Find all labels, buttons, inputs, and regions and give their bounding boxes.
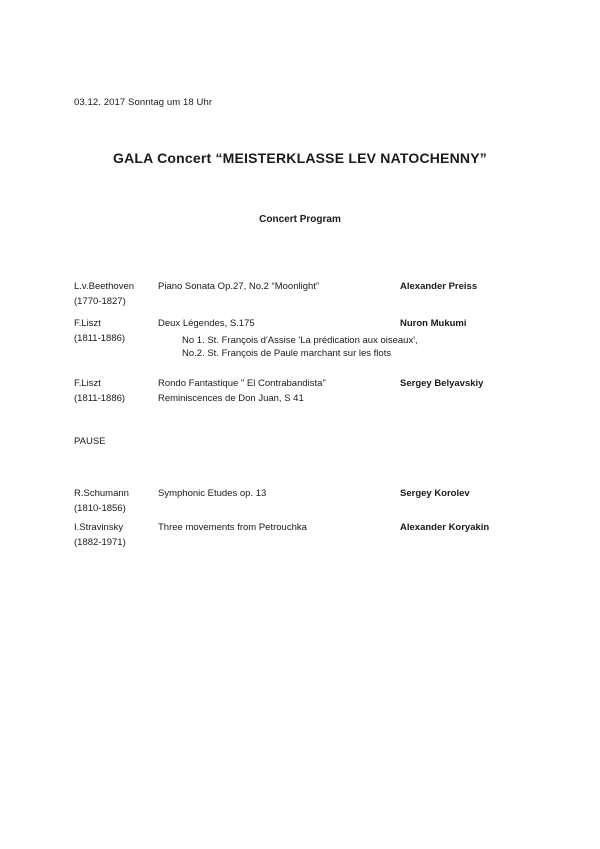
composer-years: (1882-1971) <box>74 537 126 548</box>
composer <box>74 520 126 550</box>
movement-line: No.2. St. François de Paule marchant sur les flots <box>182 348 392 359</box>
program-entry <box>0 376 600 416</box>
composer-years: (1810-1856) <box>74 503 126 514</box>
work-line: Reminiscences de Don Juan, S 41 <box>158 393 304 404</box>
program-entry <box>0 279 600 319</box>
composer-name: F.Liszt <box>74 378 101 389</box>
performer-name: Alexander Koryakin <box>400 522 490 533</box>
composer <box>74 279 134 309</box>
concert-title: GALA Concert “MEISTERKLASSE LEV NATOCHENNY” <box>113 150 487 166</box>
performer-name: Alexander Preiss <box>400 281 478 292</box>
work-title: Piano Sonata Op.27, No.2 “Moonlight” <box>158 281 320 292</box>
composer-years: (1811-1886) <box>74 393 126 404</box>
work-title: Three movements from Petrouchka <box>158 522 307 533</box>
program-heading: Concert Program <box>259 214 341 225</box>
work-movements <box>182 334 418 360</box>
movement-line: No 1. St. François d'Assise 'La prédication aux oiseaux', <box>182 335 418 346</box>
performer-name: Sergey Korolev <box>400 488 470 499</box>
concert-date: 03.12. 2017 Sonntag um 18 Uhr <box>74 97 213 108</box>
program-entry <box>0 520 600 560</box>
composer <box>74 486 129 516</box>
work-line: Rondo Fantastique " El Contrabandista" <box>158 378 326 389</box>
composer <box>74 376 125 406</box>
composer-name: F.Liszt <box>74 318 101 329</box>
work-title: Symphonic Etudes op. 13 <box>158 488 267 499</box>
work-title: Deux Légendes, S.175 <box>158 318 255 329</box>
composer <box>74 316 125 346</box>
composer-name: R.Schumann <box>74 488 129 499</box>
intermission-label: PAUSE <box>74 436 106 447</box>
composer-years: (1770-1827) <box>74 296 126 307</box>
program-entry <box>0 316 600 366</box>
performer-name: Sergey Belyavskiy <box>400 378 484 389</box>
composer-name: L.v.Beethoven <box>74 281 135 292</box>
performer-name: Nuron Mukumi <box>400 318 467 329</box>
composer-name: I.Stravinsky <box>74 522 124 533</box>
work-title <box>158 376 326 406</box>
composer-years: (1811-1886) <box>74 333 126 344</box>
